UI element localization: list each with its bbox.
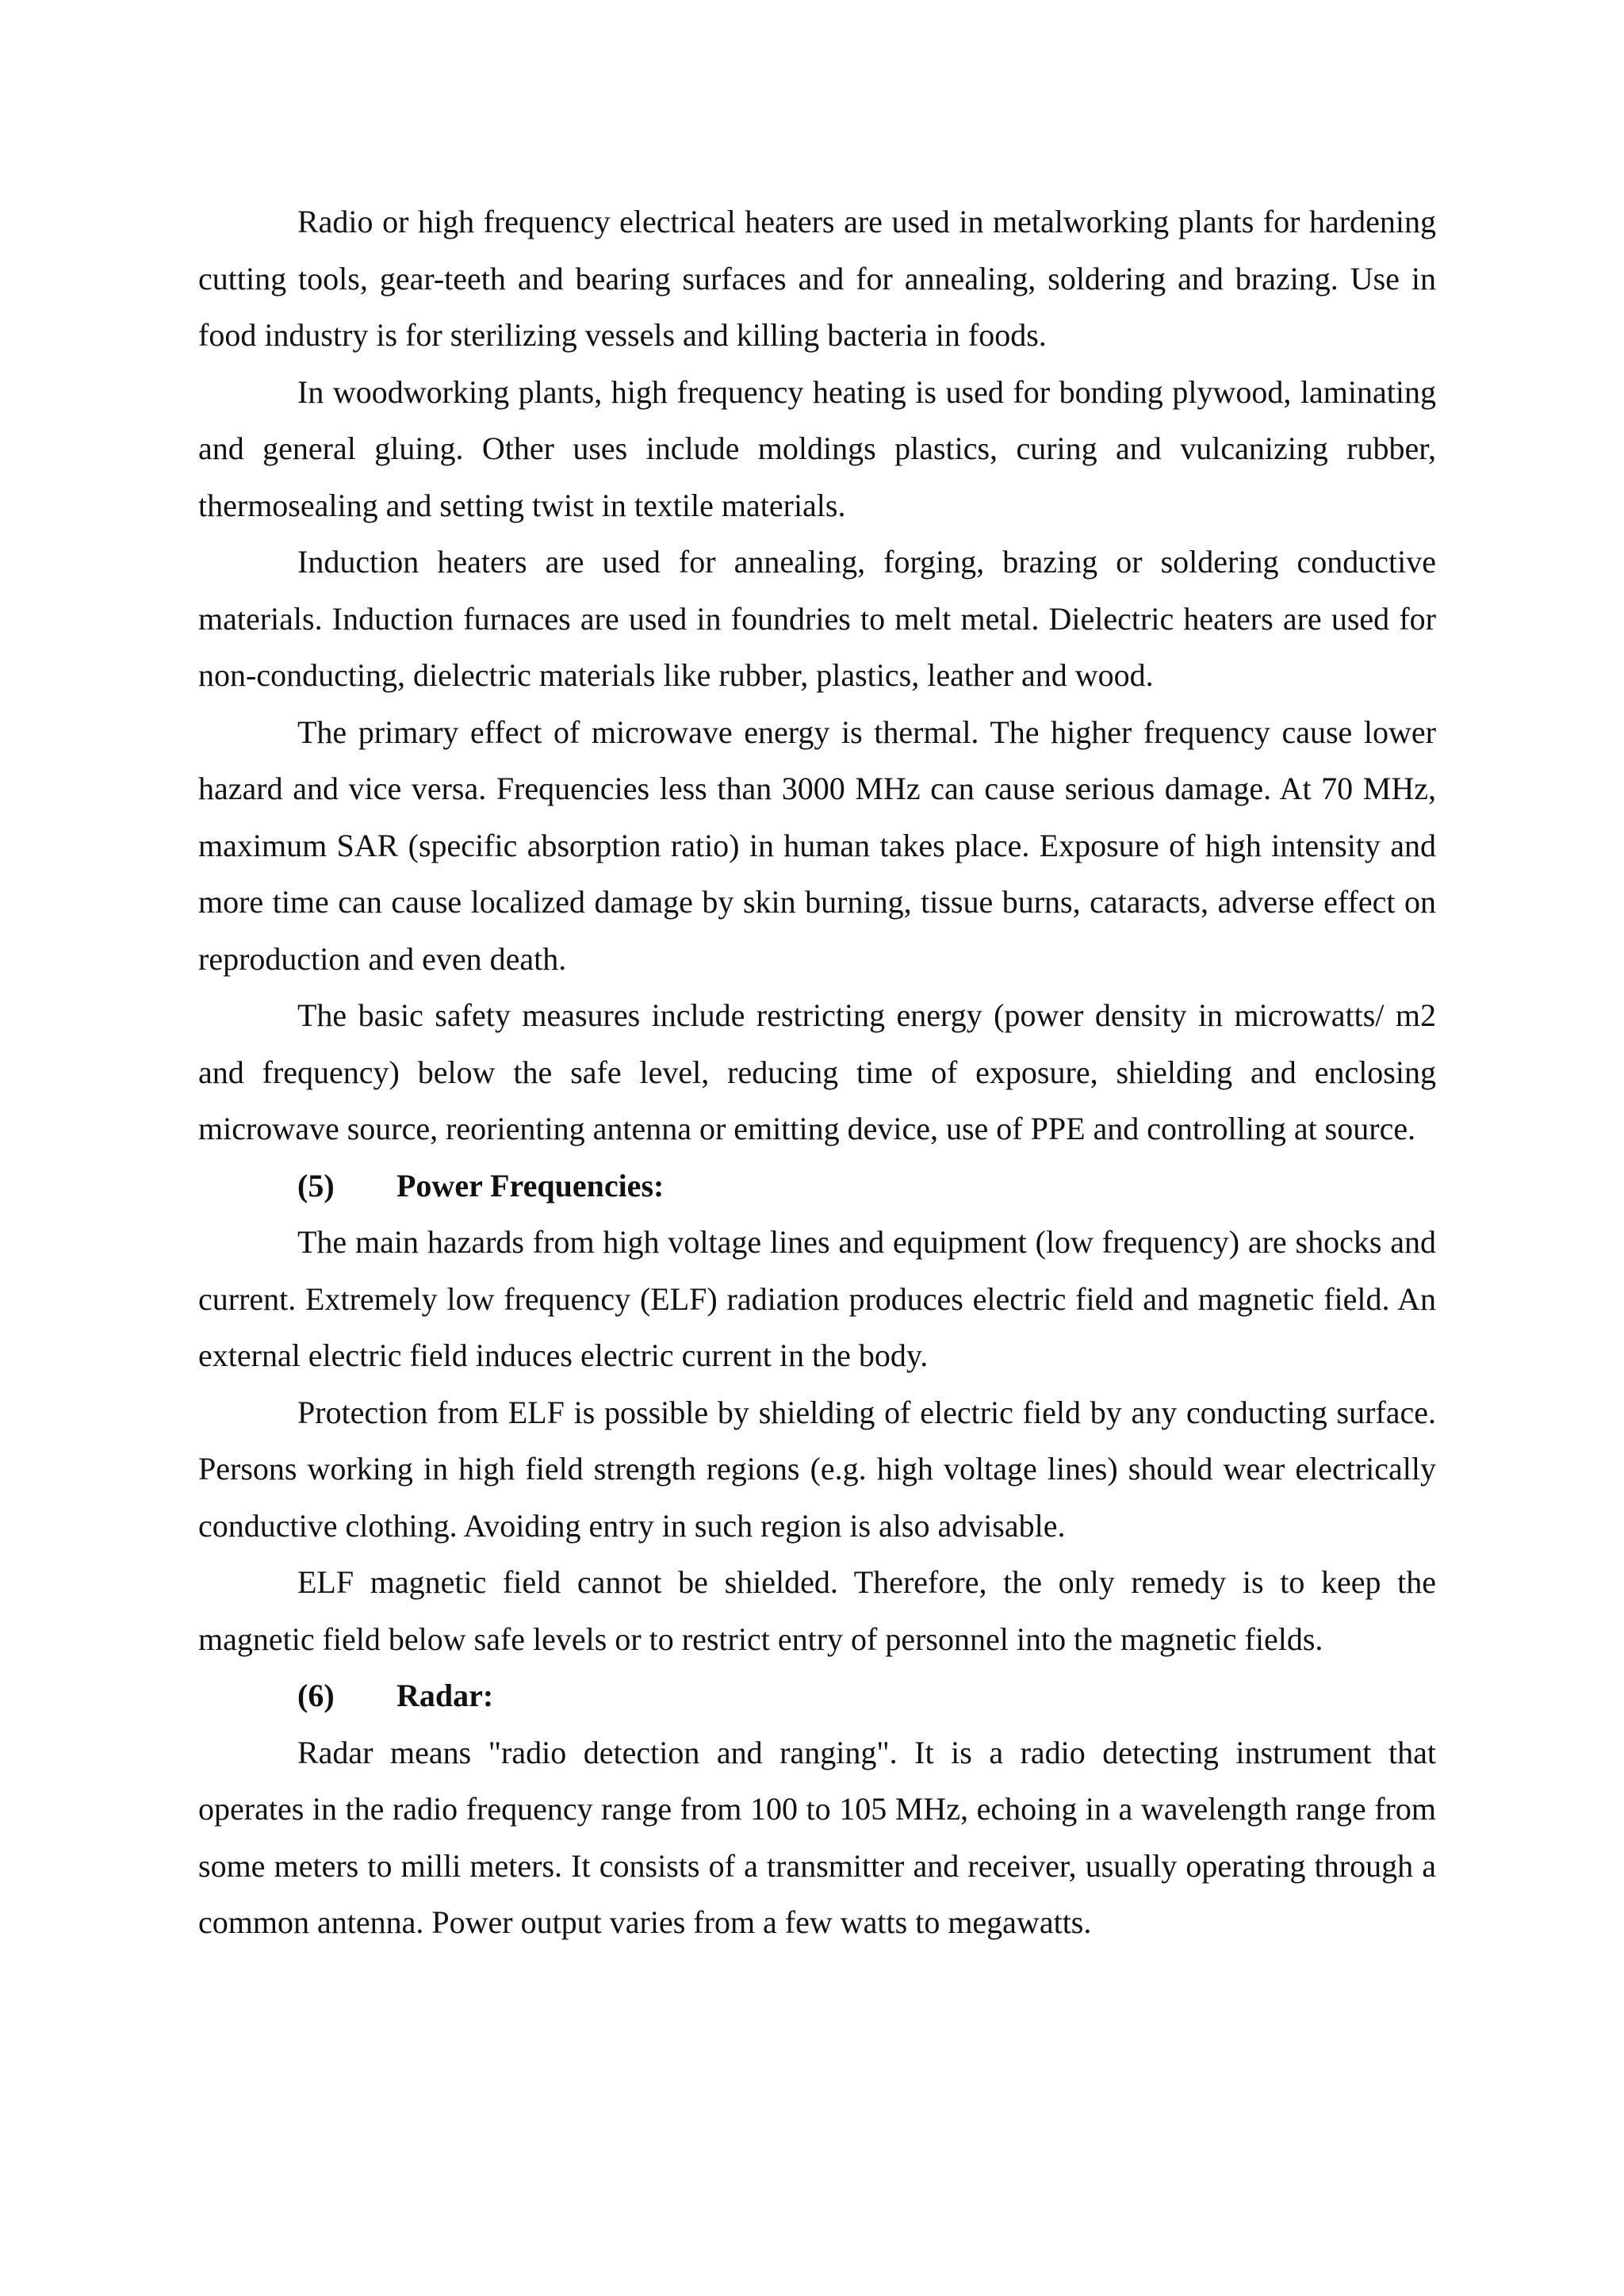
paragraph-safety-measures: The basic safety measures include restricting energy (power density in microwatts/ m2 and frequency) below the safe level, reducing time of exposure, shielding and enclosing microwave source, reorienting antenna or emitting device, use of PPE and controlling at source.: [198, 997, 1436, 1146]
paragraph-elf-protection: Protection from ELF is possible by shielding of electric field by any conducting surface. Persons working in high field strength regions (e.g. high voltage lines) should wear electrically conductive clothing. Avoiding entry in such region is also advisable.: [198, 1394, 1436, 1544]
paragraph-induction-heaters: Induction heaters are used for annealing, forging, brazing or soldering conductive materials. Induction furnaces are used in foundries to melt metal. Dielectric heaters are used for non-conducting, dielectric materials like rubber, plastics, leather and wood.: [198, 544, 1436, 693]
paragraph-elf-magnetic: ELF magnetic field cannot be shielded. Therefore, the only remedy is to keep the magnetic field below safe levels or to restrict entry of personnel into the magnetic fields.: [198, 1564, 1436, 1657]
paragraph-radar: Radar means "radio detection and ranging". It is a radio detecting instrument that operates in the radio frequency range from 100 to 105 MHz, echoing in a wavelength range from some meters to milli meters. It consists of a transmitter and receiver, usually operating through a common antenna. Power output varies from a few watts to megawatts.: [198, 1734, 1436, 1940]
section-heading-radar: [198, 1667, 1436, 1724]
section-number: (6): [297, 1678, 335, 1713]
paragraph-rf-heaters: Radio or high frequency electrical heaters are used in metalworking plants for hardening cutting tools, gear-teeth and bearing surfaces and for annealing, soldering and brazing. Use in food industry is for sterilizing vessels and killing bacteria in foods.: [198, 204, 1436, 353]
body-text: [198, 193, 1436, 1951]
section-heading-power-frequencies: [198, 1158, 1436, 1215]
paragraph-woodworking: In woodworking plants, high frequency heating is used for bonding plywood, laminating and general gluing. Other uses include moldings plastics, curing and vulcanizing rubber, thermosealing and setting twist in textile materials.: [198, 373, 1436, 523]
paragraph-microwave-effects: The primary effect of microwave energy is thermal. The higher frequency cause lower hazard and vice versa. Frequencies less than 3000 MHz can cause serious damage. At 70 MHz, maximum SAR (specific absorption ratio) in human takes place. Exposure of high intensity and more time can cause localized damage by skin burning, tissue burns, cataracts, adverse effect on reproduction and even death.: [198, 714, 1436, 977]
section-number: (5): [297, 1167, 335, 1203]
section-title: Power Frequencies:: [396, 1167, 665, 1203]
section-title: Radar:: [396, 1678, 494, 1713]
paragraph-elf-hazards: The main hazards from high voltage lines and equipment (low frequency) are shocks and current. Extremely low frequency (ELF) radiation produces electric field and magnetic field. An external electric field induces electric current in the body.: [198, 1224, 1436, 1373]
